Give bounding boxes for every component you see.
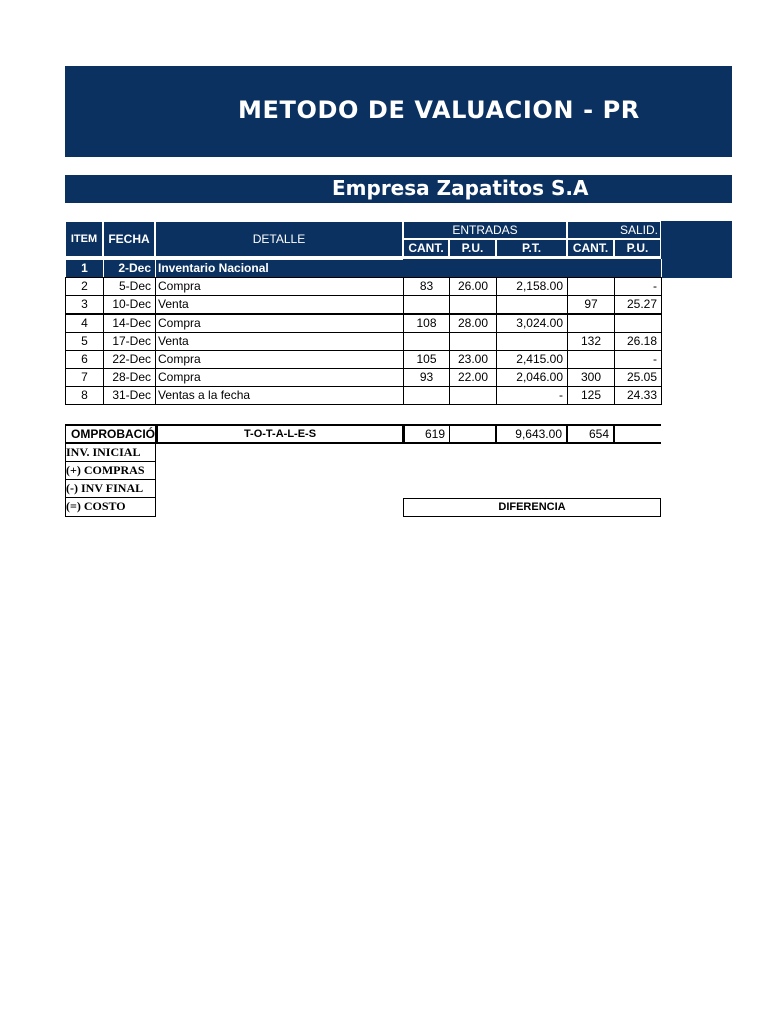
cell-e-pt: 2,158.00 bbox=[496, 277, 568, 296]
col-header-fecha: FECHA bbox=[103, 221, 155, 257]
cell-e-pu: 22.00 bbox=[449, 368, 497, 387]
cell-e-pu bbox=[449, 295, 497, 314]
cell-detalle: Compra bbox=[155, 368, 404, 387]
cell-e-cant: 105 bbox=[403, 350, 450, 369]
cell-e-pu: 28.00 bbox=[449, 314, 497, 333]
cell-fecha: 5-Dec bbox=[103, 277, 156, 296]
col-header-e-pt: P.T. bbox=[496, 239, 567, 257]
cell-s-cant: 132 bbox=[567, 332, 615, 351]
cell-e-pt: - bbox=[496, 386, 568, 405]
cell-e-pu bbox=[449, 332, 497, 351]
cell-s-cant bbox=[567, 314, 615, 333]
cell-e-cant bbox=[403, 332, 450, 351]
cell-e-pu: 26.00 bbox=[449, 277, 497, 296]
col-header-item: ITEM bbox=[65, 221, 103, 257]
cell-detalle: Compra bbox=[155, 314, 404, 333]
col-header-e-cant: CANT. bbox=[403, 239, 449, 257]
comprobacion-label: OMPROBACIÓ bbox=[65, 424, 156, 444]
cell-s-pu: 25.27 bbox=[614, 295, 662, 314]
cell-s-pu: - bbox=[614, 277, 662, 296]
title-banner bbox=[65, 66, 732, 157]
totals-e-cant: 619 bbox=[403, 424, 450, 444]
totals-label: T-O-T-A-L-E-S bbox=[156, 424, 403, 444]
cell-item: 5 bbox=[65, 332, 104, 351]
inv-final-label: (-) INV FINAL bbox=[65, 480, 156, 498]
header-overflow-fill bbox=[661, 221, 732, 278]
cell-item: 6 bbox=[65, 350, 104, 369]
cell-detalle: Ventas a la fecha bbox=[155, 386, 404, 405]
cell-detalle: Compra bbox=[155, 350, 404, 369]
totals-s-cant: 654 bbox=[567, 424, 614, 444]
cell-s-pu: 25.05 bbox=[614, 368, 662, 387]
cell-e-pu bbox=[449, 386, 497, 405]
cell-e-cant: 93 bbox=[403, 368, 450, 387]
cell-detalle: Compra bbox=[155, 277, 404, 296]
diferencia-label: DIFERENCIA bbox=[403, 498, 661, 517]
cell-s-pu: - bbox=[614, 350, 662, 369]
cell-s-pu: 26.18 bbox=[614, 332, 662, 351]
cell-item: 1 bbox=[65, 259, 104, 278]
cell-s-cant bbox=[567, 350, 615, 369]
cell-e-pt: 3,024.00 bbox=[496, 314, 568, 333]
cell-s-pu bbox=[614, 314, 662, 333]
cell-detalle: Inventario Nacional bbox=[155, 259, 404, 278]
cell-s-cant: 125 bbox=[567, 386, 615, 405]
compras-label: (+) COMPRAS bbox=[65, 462, 156, 480]
cell-e-pt: 2,046.00 bbox=[496, 368, 568, 387]
cell-item: 2 bbox=[65, 277, 104, 296]
totals-s-pu bbox=[614, 424, 661, 444]
cell-s-cant: 97 bbox=[567, 295, 615, 314]
costo-label: (=) COSTO bbox=[65, 498, 156, 517]
company-name: Empresa Zapatitos S.A bbox=[332, 176, 589, 200]
cell-fecha: 31-Dec bbox=[103, 386, 156, 405]
cell-item: 4 bbox=[65, 314, 104, 333]
cell-detalle: Venta bbox=[155, 332, 404, 351]
cell-fecha: 22-Dec bbox=[103, 350, 156, 369]
col-header-e-pu: P.U. bbox=[449, 239, 496, 257]
col-header-s-cant: CANT. bbox=[567, 239, 614, 257]
cell-item: 7 bbox=[65, 368, 104, 387]
cell-e-pt: 2,415.00 bbox=[496, 350, 568, 369]
cell-s-cant bbox=[567, 277, 615, 296]
cell-fecha: 2-Dec bbox=[103, 259, 156, 278]
cell-e-cant: 83 bbox=[403, 277, 450, 296]
col-header-entradas: ENTRADAS bbox=[403, 221, 567, 239]
col-header-salidas: SALID. bbox=[567, 221, 661, 239]
col-header-detalle: DETALLE bbox=[155, 221, 403, 257]
cell-fecha: 17-Dec bbox=[103, 332, 156, 351]
cell-e-cant bbox=[403, 386, 450, 405]
cell-s-cant: 300 bbox=[567, 368, 615, 387]
cell-e-pu: 23.00 bbox=[449, 350, 497, 369]
company-banner bbox=[65, 175, 732, 203]
cell-item: 3 bbox=[65, 295, 104, 314]
totals-e-pt: 9,643.00 bbox=[496, 424, 567, 444]
cell-e-cant: 108 bbox=[403, 314, 450, 333]
totals-e-pu bbox=[449, 424, 496, 444]
cell-item: 8 bbox=[65, 386, 104, 405]
cell-fecha: 10-Dec bbox=[103, 295, 156, 314]
col-header-s-pu: P.U. bbox=[614, 239, 661, 257]
cell-s-pu: 24.33 bbox=[614, 386, 662, 405]
cell-fecha: 28-Dec bbox=[103, 368, 156, 387]
cell-fecha: 14-Dec bbox=[103, 314, 156, 333]
inv-inicial-label: INV. INICIAL bbox=[65, 444, 156, 462]
page-title: METODO DE VALUACION - PR bbox=[238, 96, 640, 124]
cell-e-pt bbox=[496, 332, 568, 351]
cell-e-cant bbox=[403, 295, 450, 314]
cell-detalle: Venta bbox=[155, 295, 404, 314]
cell-e-pt bbox=[496, 295, 568, 314]
inventario-row-fill bbox=[403, 259, 661, 278]
